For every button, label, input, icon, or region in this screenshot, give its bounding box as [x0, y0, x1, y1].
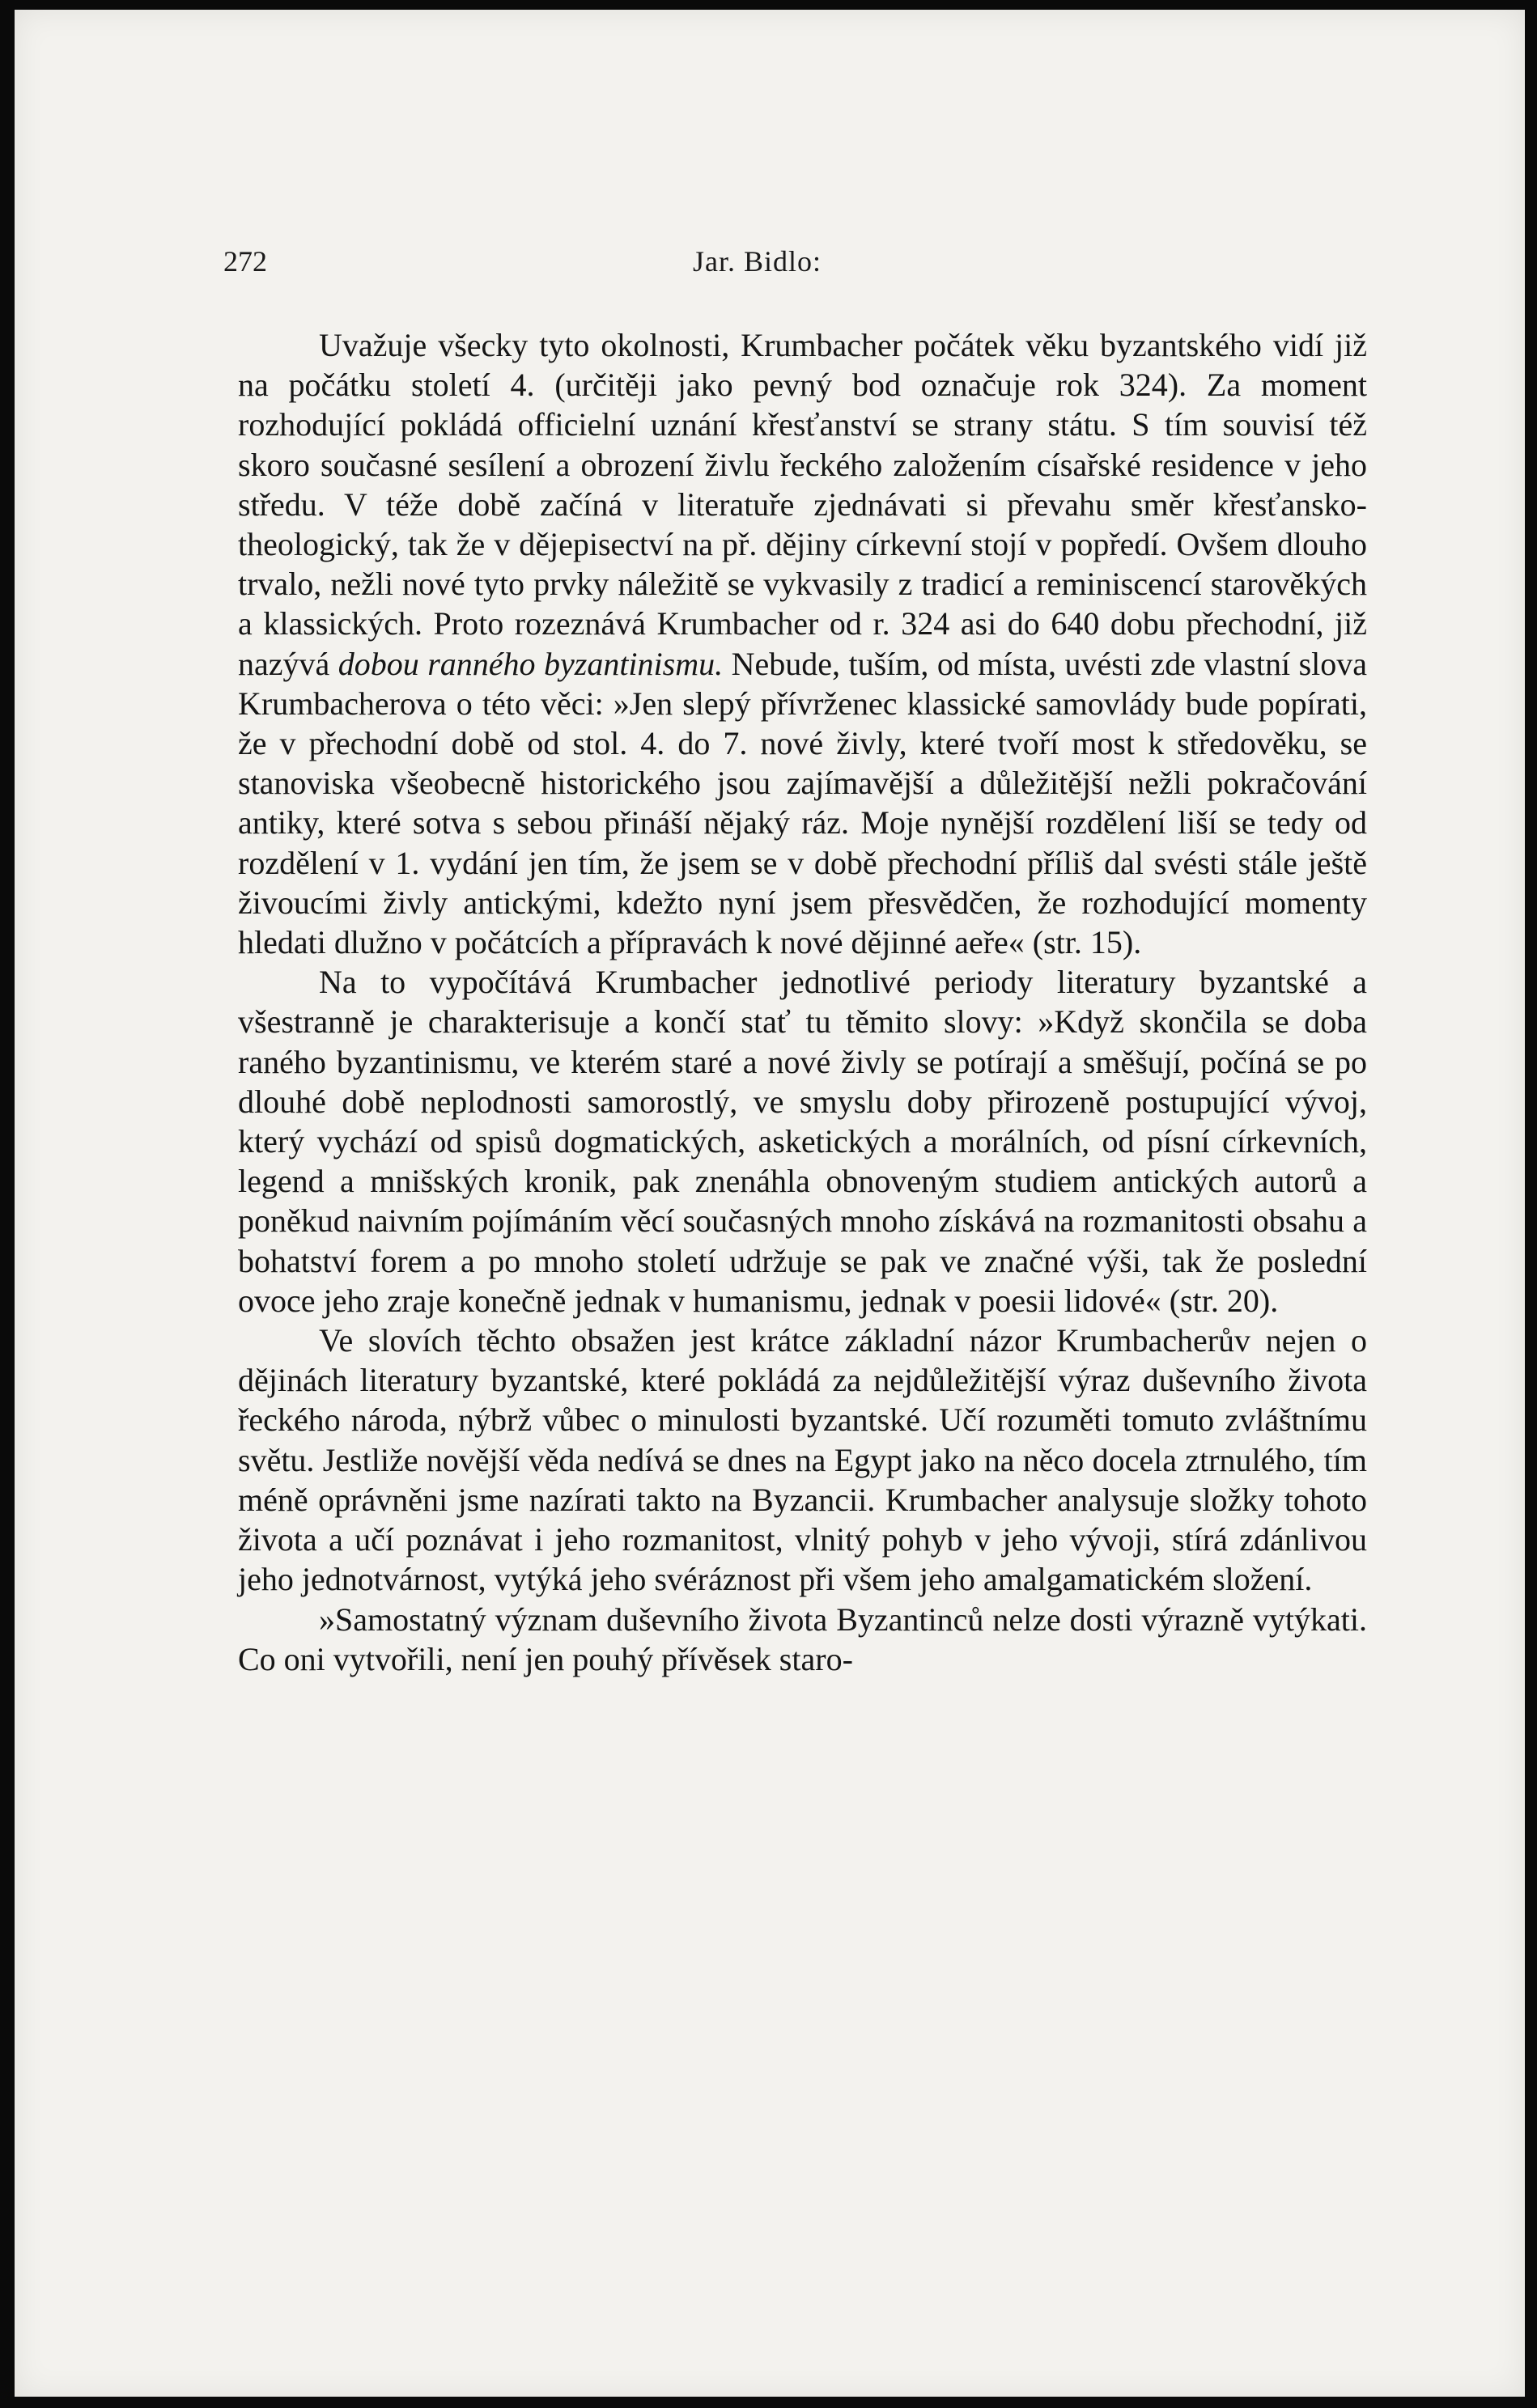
page-header	[223, 244, 1365, 293]
paragraph-4: »Samostatný význam duševního života Byzantinců nelze dosti výrazně vytýkati. Co oni vytvořili, není jen pouhý přívěsek staro-	[238, 1600, 1367, 1677]
paragraph-3: Ve slovích těchto obsažen jest krátce základní názor Krumbacherův nejen o dějinách literatury byzantské, které pokládá za nejdůležitější výraz duševního života řeckého národa, nýbrž vůbec o minulosti byzantské. Učí rozuměti tomuto zvláštnímu světu. Jestliže novější věda nedívá se dnes na Egypt jako na něco docela ztrnulého, tím méně oprávněni jsme nazírati takto na Byzancii. Krumbacher analysuje složky tohoto života a učí poznávat i jeho rozmanitost, vlnitý pohyb v jeho vývoji, stírá zdánlivou jeho jednotvárnost, vytýká jeho svéráznost při všem jeho amalgamatickém složení.	[238, 1322, 1367, 1598]
running-head: Jar. Bidlo:	[693, 245, 822, 278]
italic-term: dobou ranného byzantinismu.	[338, 645, 724, 682]
page-number: 272	[223, 245, 267, 278]
paragraph-1-part-1: Uvažuje všecky tyto okolnosti, Krumbacher počátek věku byzantského vidí již na počátku století 4. (určitěji jako pevný bod označuje rok 324). Za moment rozhodující pokládá officielní uznání křesťanství se strany státu. S tím souvisí též skoro současné sesílení a obrození živlu řeckého založením císařské residence v jeho středu. V téže době začíná v literatuře zjednávati si převahu směr křesťansko-theologický, tak že v dějepisectví na př. dějiny církevní stojí v popředí. Ovšem dlouho trvalo, nežli nové tyto prvky náležitě se vykvasily z tradicí a reminiscencí starověkých a klassických. Proto rozeznává Krumbacher od r. 324 asi do 640 dobu přechodní, již nazývá	[238, 327, 1367, 682]
paragraph-2: Na to vypočítává Krumbacher jednotlivé periody literatury byzantské a všestranně je charakterisuje a končí stať tu těmito slovy: »Když skončila se doba raného byzantinismu, ve kterém staré a nové živly se potírají a směšují, počíná se po dlouhé době neplodnosti samorostlý, ve smyslu doby přirozeně postupující vývoj, který vychází od spisů dogmatických, asketických a morálních, od písní církevních, legend a mnišských kronik, pak znenáhla obnoveným studiem antických autorů a poněkud naivním pojímáním věcí současných mnoho získává na rozmanitosti obsahu a bohatství forem a po mnoho století udržuje se pak ve značné výši, tak že poslední ovoce jeho zraje konečně jednak v humanismu, jednak v poesii lidové« (str. 20).	[238, 964, 1367, 1319]
book-page	[15, 10, 1525, 2397]
paragraph-1	[238, 325, 1367, 962]
body-text	[238, 325, 1367, 1679]
paragraph-1-part-2: Nebude, tuším, od místa, uvésti zde vlastní slova Krumbacherova o této věci: »Jen slepý přívrženec klassické samovlády bude popírati, že v přechodní době od stol. 4. do 7. nové živly, které tvoří most k středověku, se stanoviska všeobecně historického jsou zajímavější a důležitější nežli pokračování antiky, které sotva s sebou přináší nějaký ráz. Moje nynější rozdělení liší se tedy od rozdělení v 1. vydání jen tím, že jsem se v době přechodní příliš dal svésti stále ještě živoucími živly antickými, kdežto nyní jsem přesvědčen, že rozhodující momenty hledati dlužno v počátcích a přípravách k nové dějinné aeře« (str. 15).	[238, 645, 1368, 961]
